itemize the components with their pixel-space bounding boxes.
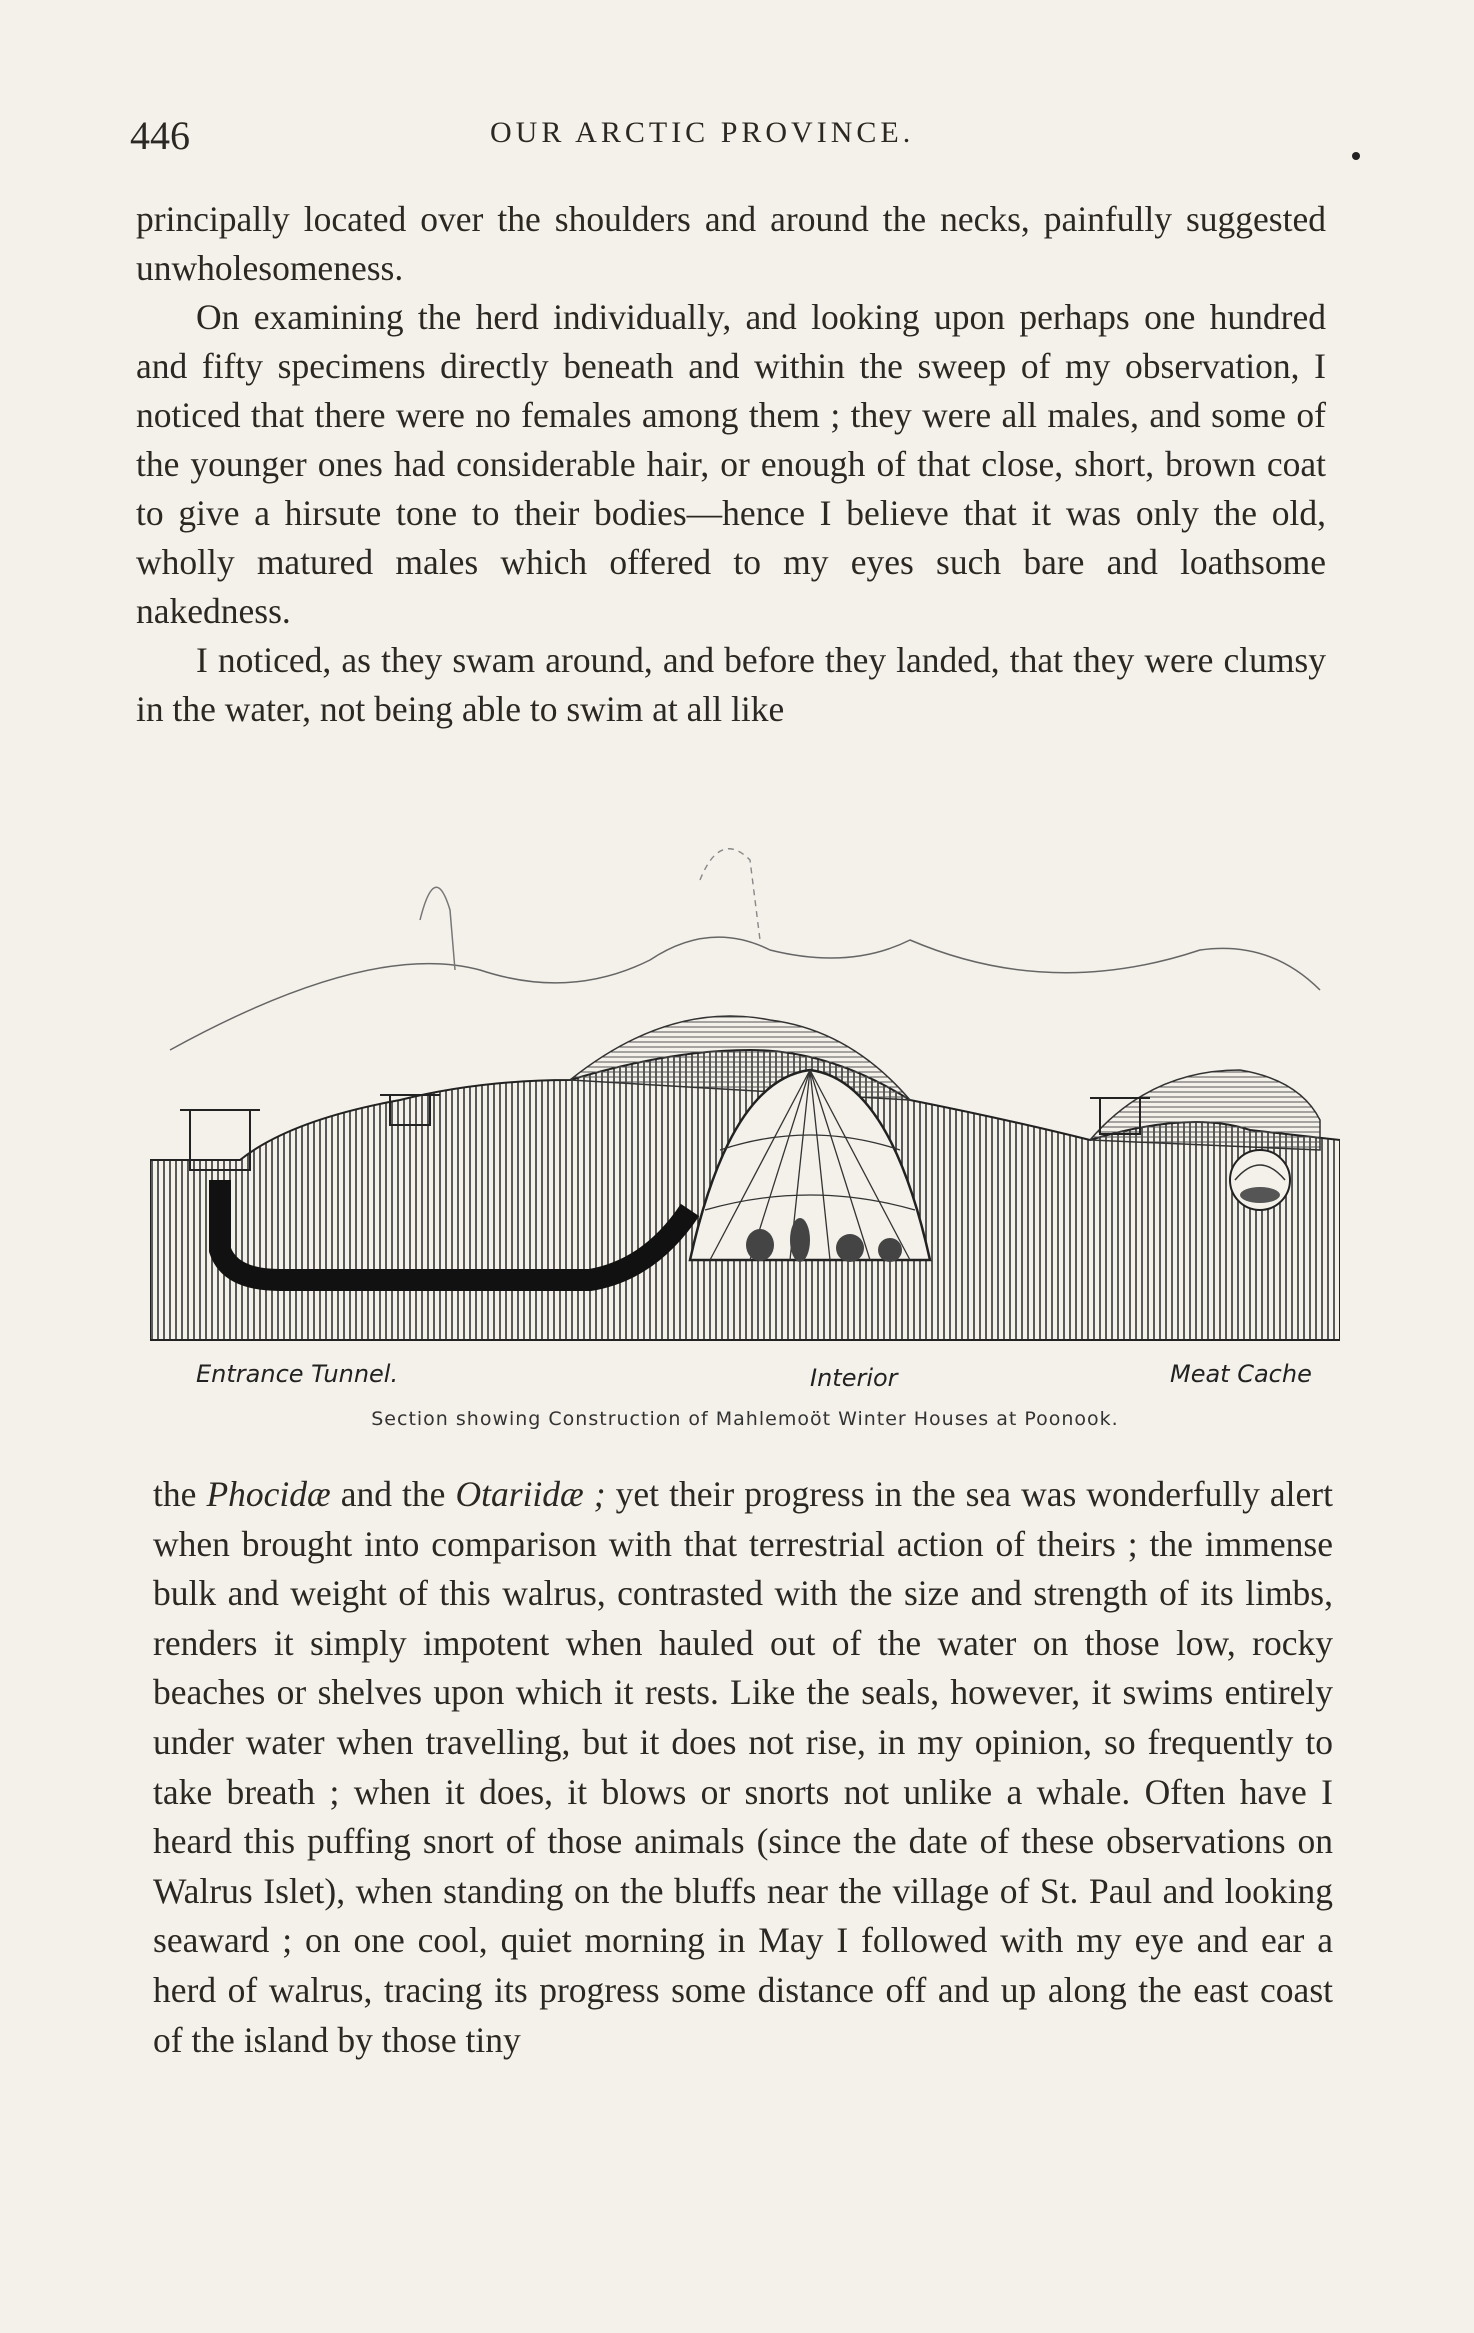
para4-start: the: [153, 1474, 207, 1514]
para4-rest: yet their progress in the sea was wonderfully alert when brought into comparison with that terrestrial action of theirs ; the immense bulk and weight of this walrus, contrasted with the size and strength of its limbs, renders it simply impotent when hauled out of the water on those low, rocky beaches or shelves upon which it rests. Like the seals, however, it swims entirely under water when travelling, but it does not rise, in my opinion, so frequently to take breath ; when it does, it blows or snorts not unlike a whale. Often have I heard this puffing snort of those animals (since the date of these observations on Walrus Islet), when standing on the bluffs near the village of St. Paul and looking seaward ; on one cool, quiet morning in May I followed with my eye and ear a herd of walrus, tracing its progress some distance off and up along the east coast of the island by those tiny: [153, 1474, 1333, 2060]
page-header: [130, 112, 1330, 172]
figure-caption: Section showing Construction of Mahlemoöt Winter Houses at Poonook.: [371, 1408, 1119, 1430]
phocidae-term: Phocidæ: [206, 1474, 331, 1514]
house-section-drawing: [150, 820, 1340, 1400]
paragraph-3: I noticed, as they swam around, and before they landed, that they were clumsy in the water, not being able to swim at all like: [136, 640, 1326, 729]
bottom-text-block: [153, 1470, 1333, 2065]
ink-dot: [1352, 152, 1360, 160]
page-number: 446: [130, 113, 190, 158]
label-entrance-tunnel: Entrance Tunnel.: [196, 1360, 399, 1388]
paragraph-2: On examining the herd individually, and looking upon perhaps one hundred and fifty specimens directly beneath and within the sweep of my observation, I noticed that there were no females among them ; they were all males, and some of the younger ones had considerable hair, or enough of that close, short, brown coat to give a hirsute tone to their bodies—hence I believe that it was only the old, wholly matured males which offered to my eyes such bare and loathsome nakedness.: [136, 297, 1326, 631]
top-text-block: [136, 195, 1326, 734]
illustration-winter-houses: [150, 820, 1340, 1440]
paragraph-1: principally located over the shoulders and around the necks, painfully suggested unwholesomeness.: [136, 199, 1326, 288]
para4-and-the: and the: [330, 1474, 456, 1514]
otariidae-term: Otariidæ ;: [455, 1474, 606, 1514]
running-title: OUR ARCTIC PROVINCE.: [490, 116, 915, 149]
label-meat-cache: Meat Cache: [1170, 1360, 1312, 1388]
paragraph-4: [153, 1470, 1333, 2065]
label-interior: Interior: [810, 1364, 898, 1392]
